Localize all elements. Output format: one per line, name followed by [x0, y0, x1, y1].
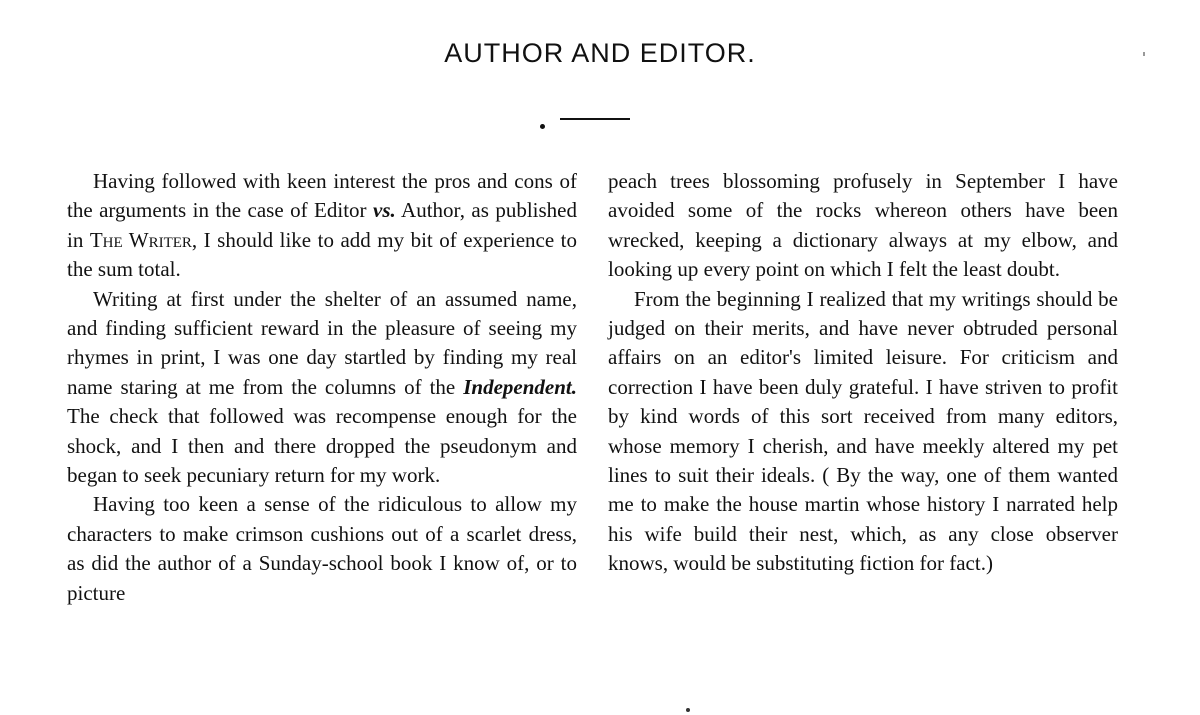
scan-mark [686, 708, 690, 712]
text-run: , I should like to add my bit of experience to the sum total. [67, 227, 577, 282]
paragraph: From the beginning I realized that my writings should be judged on their merits, and have never obtruded personal affairs on an editor's limited leisure. For criticism and correction I have been duly grateful. I have striven to profit by kind words of this sort received from many editors, whose memory I cherish, and have meekly altered my pet lines to suit their ideals. ( By the way, one of them wanted me to make the house martin whose history I narrated help his wife build their nest, which, as any close observer knows, would be substituting fiction for fact.) [608, 286, 1118, 576]
ornament-dot [540, 124, 545, 129]
text-run: The check that followed was recompense enough for the shock, and I then and there dropped the pseudonym and began to seek pecuniary return for my work. [67, 404, 577, 488]
scan-mark [1143, 52, 1145, 56]
title-rule [560, 118, 630, 120]
paragraph: Having too keen a sense of the ridiculous to allow my characters to make crimson cushions out of a scarlet dress, as did the author of a Sunday-school book I know of, or to picture [67, 492, 577, 605]
publication-name: The Writer [89, 227, 192, 252]
text-run: Author, as published in [67, 198, 577, 252]
paragraph: peach trees blossoming profusely in September I have avoided some of the rocks whereon others have been wrecked, keeping a dictionary always at my elbow, and looking up every point on which I felt the least doubt. [608, 169, 1118, 282]
left-column [67, 167, 577, 608]
italic-text: vs. [373, 198, 396, 223]
page-title: AUTHOR AND EDITOR. [444, 38, 756, 68]
paragraph [67, 167, 577, 285]
text-run: Writing at first under the shelter of an assumed name, and finding sufficient reward in the pleasure of seeing my rhymes in print, I was one day startled by finding my real name staring at me from the columns of the [67, 286, 577, 399]
text-run: Having followed with keen interest the pros and cons of the arguments in the case of Editor [67, 169, 577, 223]
italic-text: Independent. [463, 374, 577, 399]
right-column [608, 167, 1118, 579]
paragraph [67, 285, 577, 491]
